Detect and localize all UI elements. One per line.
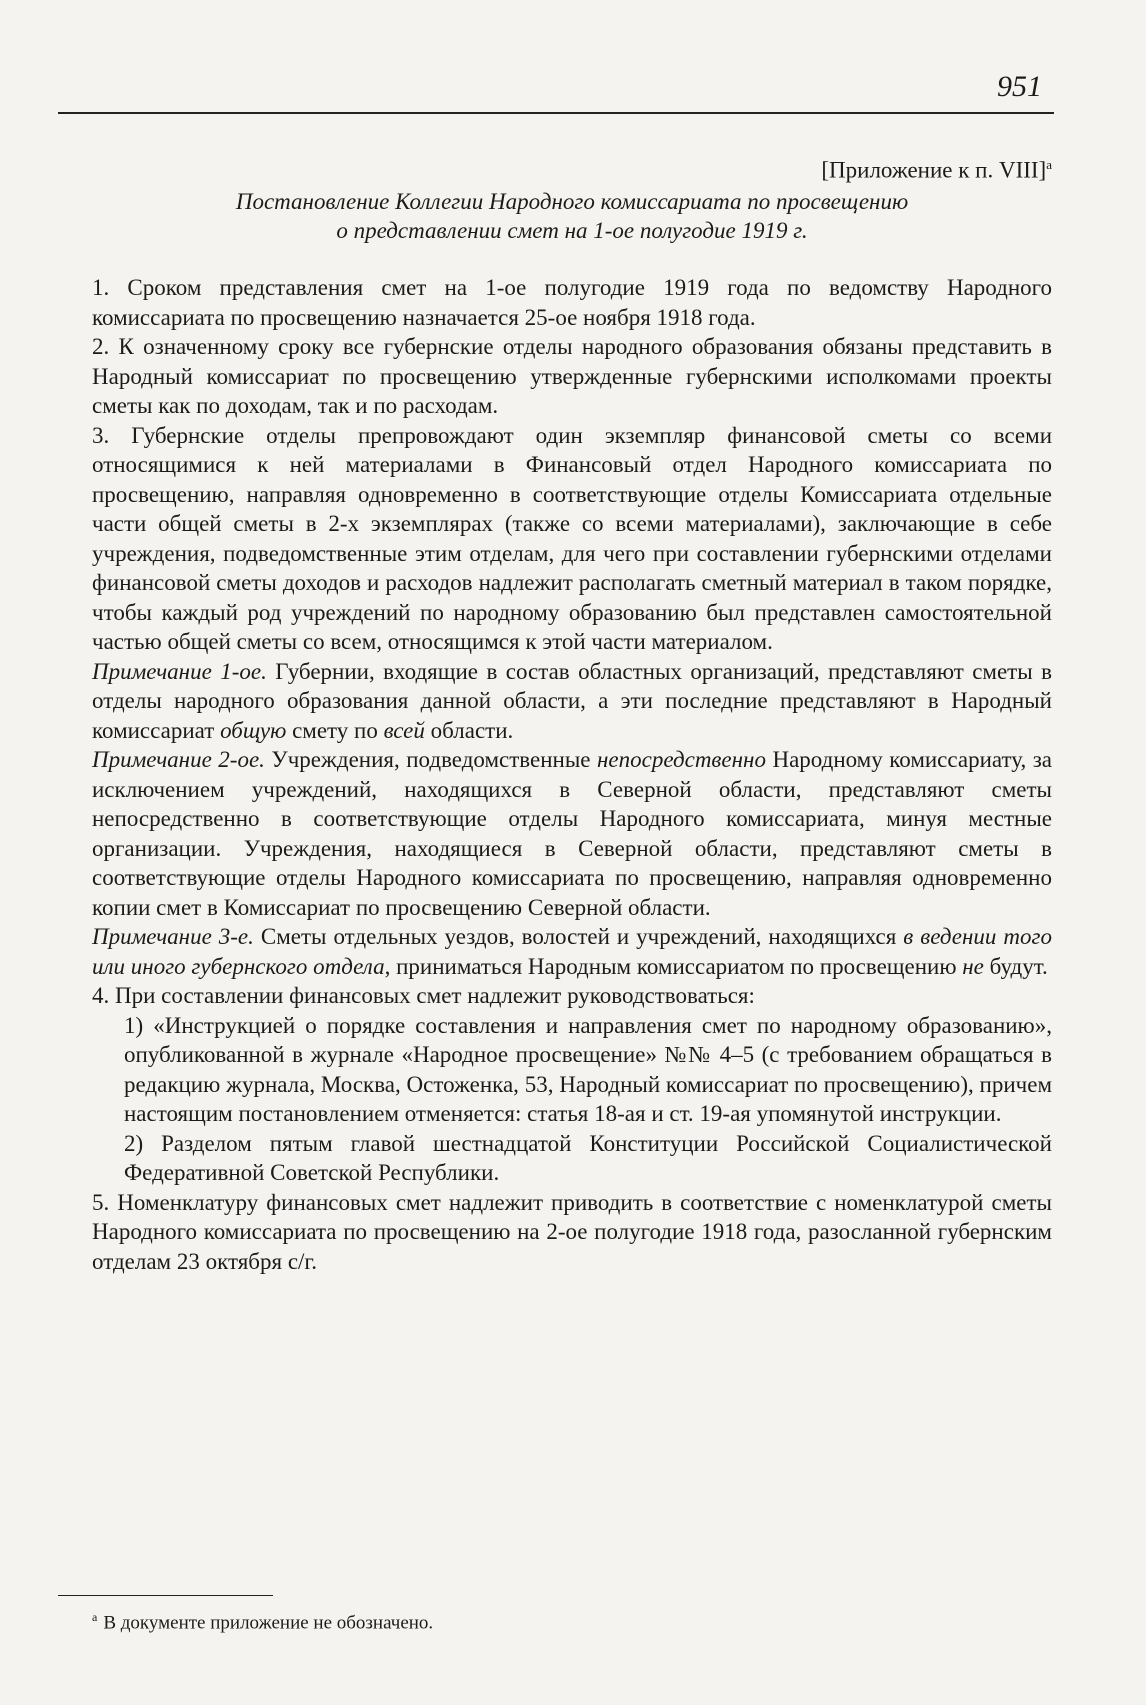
note-3-emphasis: в ведении того или иного губернского отдела: [92, 924, 1052, 979]
appendix-footnote-mark: а: [1046, 157, 1052, 172]
note-1-text-c: области.: [424, 717, 514, 743]
note-1-emphasis-2: всей: [383, 717, 425, 743]
note-3-text-c: будут.: [983, 953, 1048, 979]
note-1-text-a: Губернии, входящие в состав областных организаций, представляют сметы в отделы народного образования данной области, а эти последние представляют в Народный комиссариат: [92, 658, 1053, 743]
paragraph-5: 5. Номенклатуру финансовых смет надлежит приводить в соответствие с номенклатурой сметы Народного комиссариата по просвещению на 2-ое полугодие 1918 года, разосланной губернским отделам 23 октября с/г.: [92, 1189, 1052, 1274]
note-2-label: Примечание 2-ое.: [92, 747, 265, 773]
document-body: [92, 150, 1052, 1276]
page-number: 951: [997, 70, 1042, 103]
paragraph-1: 1. Сроком представления смет на 1-ое полугодие 1919 года по ведомству Народного комиссариата по просвещению назначается 25-ое ноября 1918 года.: [92, 275, 1052, 330]
note-2-text-b: Народному комиссариату, за исключением учреждений, находящихся в Северной области, представляют сметы непосредственно в соответствующие отделы Народного комиссариата, минуя местные организации. Учреждения, находящиеся в Северной области, представляют сметы в соответствующие отделы Народного комиссариата по просвещению, направляя одновременно копии смет в Комиссариат по просвещению Северной области.: [92, 747, 1052, 920]
title-line-1: Постановление Коллегии Народного комиссариата по просвещению: [235, 189, 909, 215]
footnote-mark: а: [92, 1610, 98, 1624]
paragraph-2: 2. К означенному сроку все губернские отделы народного образования обязаны представить в Народный комиссариат по просвещению утвержденные губернскими исполкомами проекты сметы как по доходам, так и по расходам.: [92, 334, 1052, 419]
paragraph-4-item-2: 2) Разделом пятым главой шестнадцатой Конституции Российской Социалистической Федеративной Советской Республики.: [124, 1130, 1052, 1186]
note-1-emphasis-1: общую: [220, 717, 287, 743]
appendix-note-text: [Приложение к п. VIII]: [821, 157, 1047, 183]
footnote-rule: [58, 1595, 273, 1596]
paragraph-3: 3. Губернские отделы препровождают один экземпляр финансовой сметы со всеми относящимися к ней материалами в Финансовый отдел Народного комиссариата по просвещению, направляя одновременно в соответствующие отделы Комиссариата отдельные части общей сметы в 2-х экземплярах (также со всеми материалами), заключающие в себе учреждения, подведомственные этим отделам, для чего при составлении губернскими отделами финансовой сметы доходов и расходов надлежит располагать сметный материал в таком порядке, чтобы каждый род учреждений по народному образованию был представлен самостоятельной частью общей сметы со всем, относящимся к этой части материалом.: [92, 422, 1052, 655]
note-1-text-b: смету по: [286, 717, 384, 743]
note-3-label: Примечание 3-е.: [92, 924, 254, 950]
footnote-text: В документе приложение не обозначено.: [103, 1612, 434, 1634]
note-2-emphasis: непосредственно: [597, 747, 766, 773]
note-3-text-b: , приниматься Народным комиссариатом по просвещению: [384, 953, 963, 979]
note-3-emphasis-2: не: [962, 953, 984, 979]
header-rule: [58, 112, 1054, 114]
note-1-label: Примечание 1-ое.: [92, 658, 267, 684]
note-2-text-a: Учреждения, подведомственные: [264, 747, 598, 773]
note-3: [92, 922, 1052, 981]
footnote: [92, 1605, 433, 1635]
appendix-note: [92, 150, 1052, 185]
note-1: [92, 657, 1052, 746]
paragraph-4-item-1: 1) «Инструкцией о порядке составления и направления смет по народному образованию», опубликованной в журнале «Народное просвещение» №№ 4–5 (с требованием обращаться в редакцию журнала, Москва, Остоженка, 53, Народный комиссариат по просвещению), причем настоящим постановлением отменяется: статья 18-ая и ст. 19-ая упомянутой инструкции.: [124, 1012, 1052, 1127]
note-2: [92, 745, 1052, 922]
title-line-2: о представлении смет на 1-ое полугодие 1919 г.: [336, 218, 808, 244]
note-3-text-a: Сметы отдельных уездов, волостей и учреждений, находящихся: [253, 924, 904, 950]
document-title: [92, 187, 1052, 245]
paragraph-4: 4. При составлении финансовых смет надлежит руководствоваться:: [92, 983, 755, 1009]
